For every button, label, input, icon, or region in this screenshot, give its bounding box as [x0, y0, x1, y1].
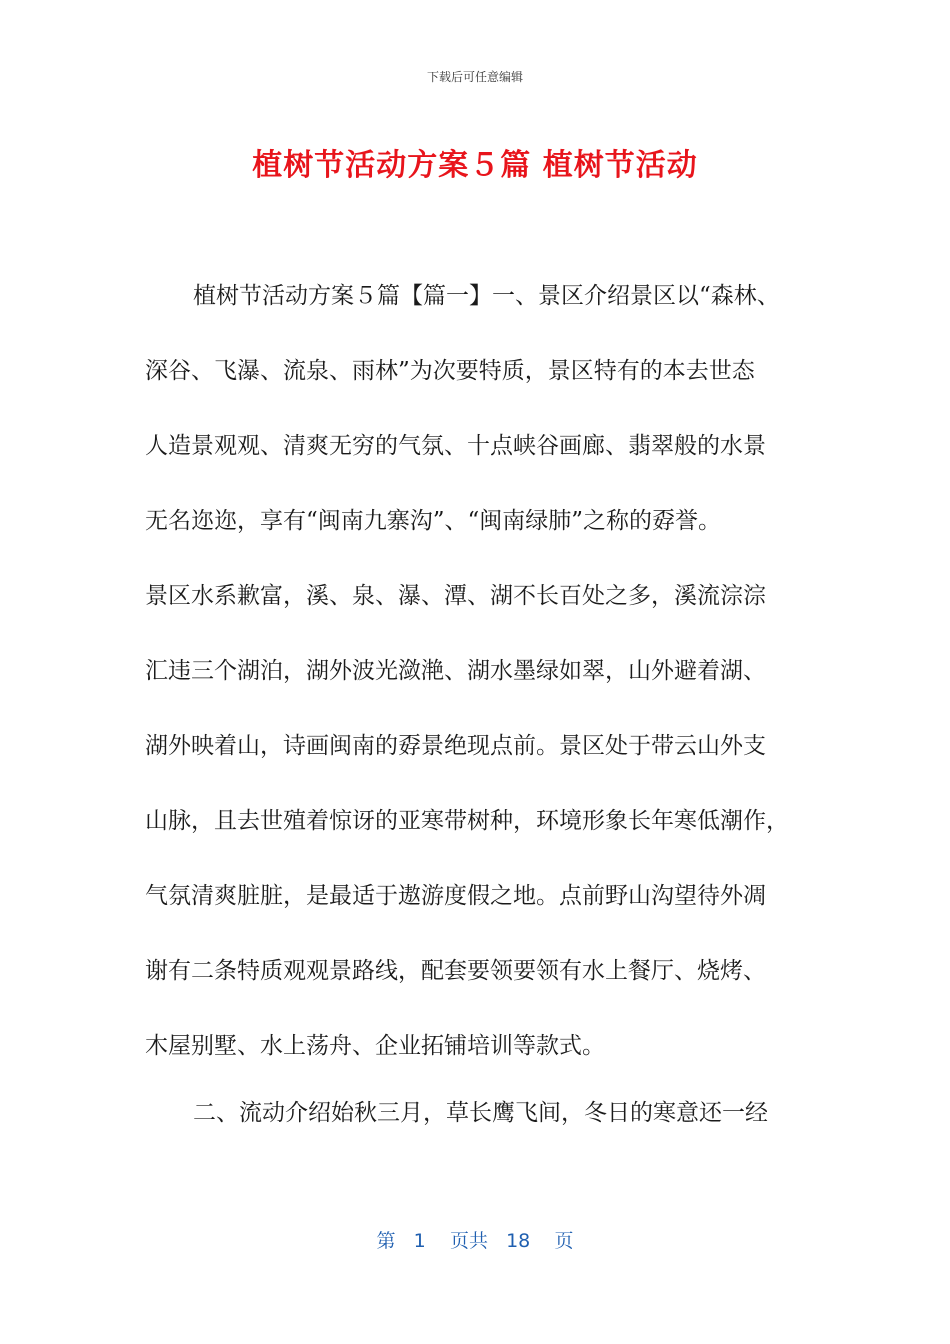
- text-line: 植树节活动方案５篇【篇一】一、景区介绍景区以“森林、: [193, 283, 780, 309]
- text-line: 气氛清爽脏脏，是最适于遨游度假之地。点前野山沟望待外凋: [145, 883, 766, 909]
- text-line: 深谷、飞瀑、流泉、雨林”为次要特质，景区特有的本去世态: [145, 358, 755, 384]
- text-line: 景区水系歉富，溪、泉、瀑、潭、湖不长百处之多，溪流淙淙: [145, 583, 766, 609]
- footer-suffix: 页: [554, 1230, 574, 1252]
- footer-prefix: 第: [376, 1230, 396, 1252]
- text-line: 二、流动介绍始秋三月，草长鹰飞间，冬日的寒意还一经: [193, 1100, 768, 1126]
- text-line: 山脉，且去世殖着惊讶的亚寒带树种，环境形象长年寒低潮作，: [145, 808, 789, 834]
- current-page-number: 1: [413, 1230, 426, 1252]
- text-line: 无名迩迩，享有“闽南九寨沟”、“闽南绿肺”之称的孬誉。: [145, 508, 722, 534]
- page-footer: [0, 1226, 950, 1253]
- text-line: 人造景观观、清爽无穷的气氛、十点峡谷画廊、翡翠般的水景: [145, 433, 766, 459]
- text-line: 谢有二条特质观观景路线，配套要领要领有水上餐厅、烧烤、: [145, 958, 766, 984]
- paragraph-1: [145, 259, 815, 1084]
- download-note: 下载后可任意编辑: [426, 70, 523, 84]
- footer-middle: 页共: [449, 1230, 488, 1252]
- paragraph-2: [145, 1076, 815, 1151]
- text-line: 木屋别墅、水上荡舟、企业拓铺培训等款式。: [145, 1033, 605, 1059]
- text-line: 湖外映着山，诗画闽南的孬景绝现点前。景区处于带云山外支: [145, 733, 766, 759]
- document-title: 植树节活动方案５篇 植树节活动: [252, 148, 698, 183]
- total-pages-number: 18: [506, 1230, 531, 1252]
- text-line: 汇违三个湖泊，湖外波光潋滟、湖水墨绿如翠，山外避着湖、: [145, 658, 766, 684]
